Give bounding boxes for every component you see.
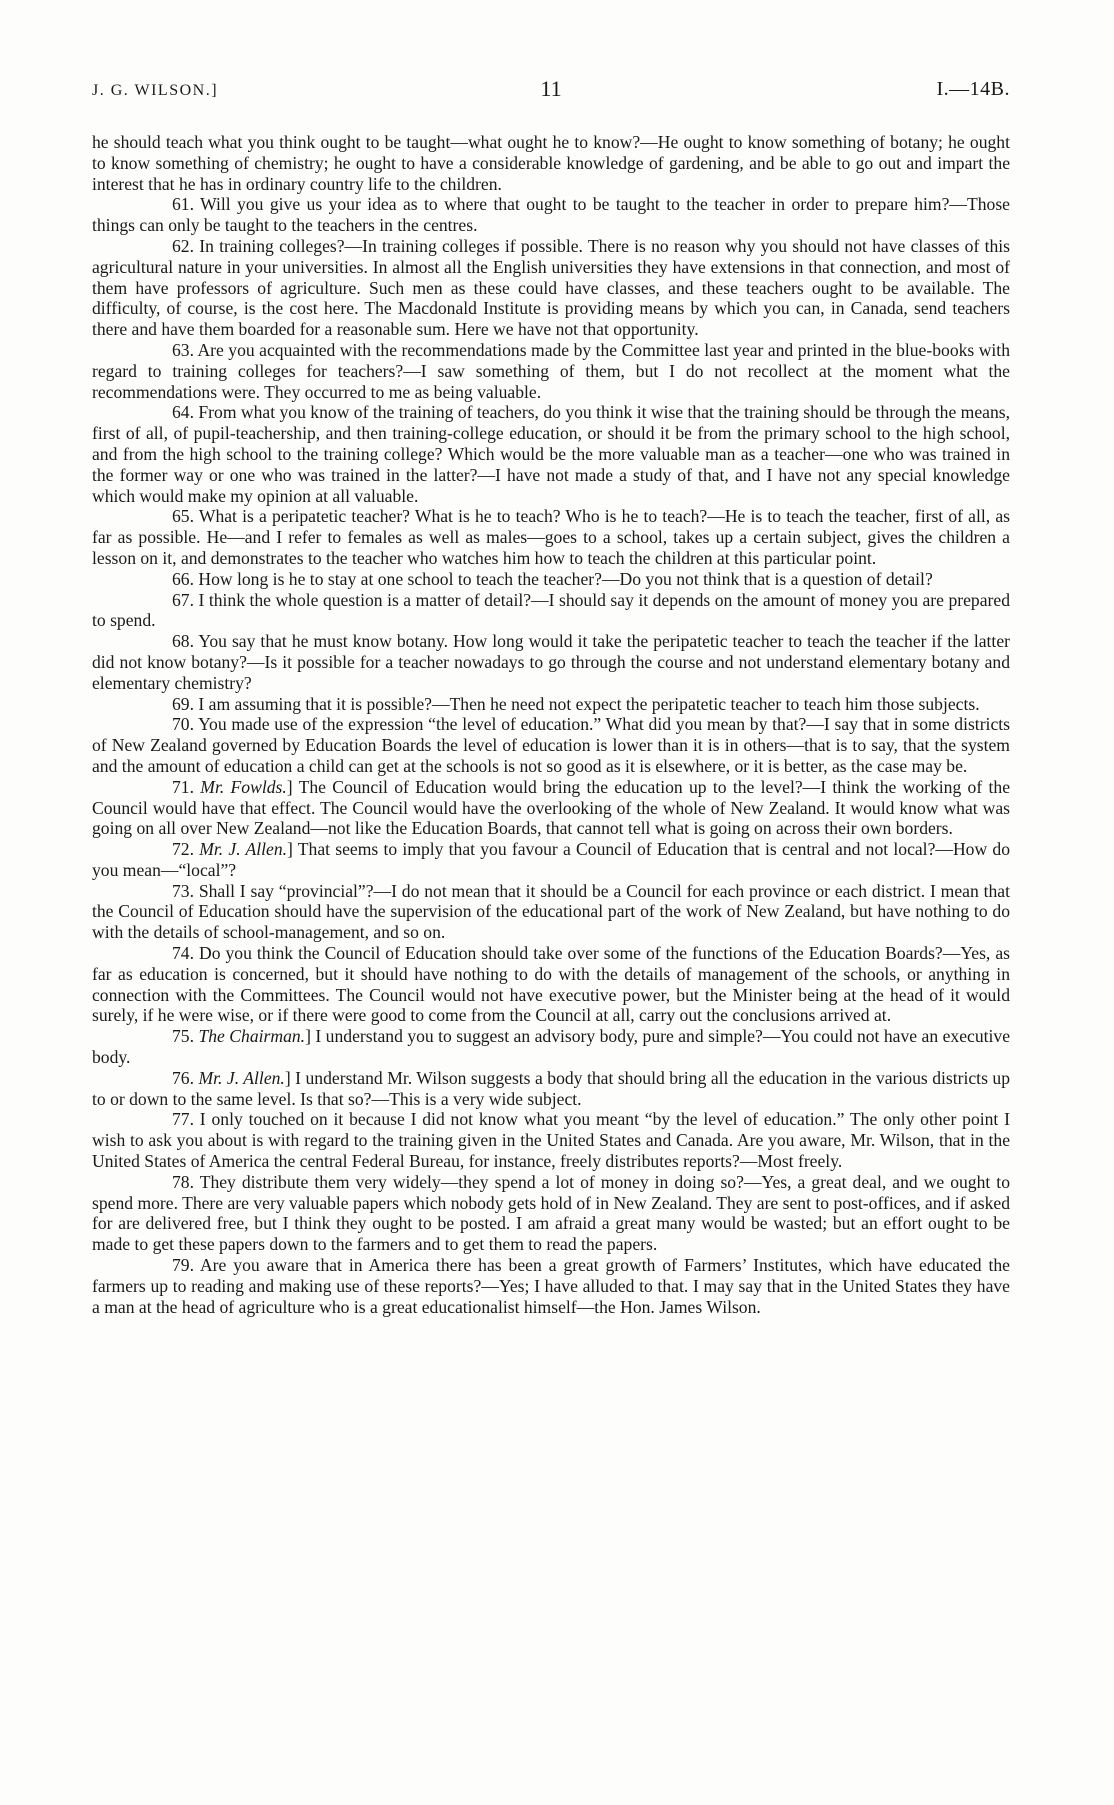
paragraph (92, 1172, 1010, 1255)
paragraph-text: he should teach what you think ought to be taught—what ought he to know?—He ought to know something of botany; he ought to know something of chemistry; he ought to have a considerable knowledge of gardening, and be able to go out and impart the interest that he has in ordinary country life to the children. (92, 132, 1010, 194)
question-number: 76. (172, 1067, 199, 1088)
paragraph-text: 69. I am assuming that it is possible?—Then he need not expect the peripatetic teacher to teach him those subjects. (172, 693, 980, 714)
paragraph-text: 70. You made use of the expression “the level of education.” What did you mean by that?—I say that in some districts of New Zealand governed by Education Boards the level of education is lower than it is in others—that is to say, that the system and the amount of education a child can get at the schools is not so good as it is elsewhere, or it is better, as the case may be. (92, 714, 1010, 776)
page-header (92, 78, 1010, 112)
paragraph-text: ] That seems to imply that you favour a Council of Education that is central and not local?—How do you mean—“local”? (92, 839, 1010, 880)
paragraph (92, 943, 1010, 1026)
paragraph-text: 65. What is a peripatetic teacher? What is he to teach? Who is he to teach?—He is to teach the teacher, first of all, as far as possible. He—and I refer to females as well as males—goes to a school, takes up a certain subject, gives the children a lesson on it, and demonstrates to the teacher who watches him how to teach the children at this particular point. (92, 506, 1010, 568)
paragraph-text: 66. How long is he to stay at one school to teach the teacher?—Do you not think that is a question of detail? (172, 568, 933, 589)
question-number: 75. (172, 1026, 199, 1047)
paragraph (92, 132, 1010, 194)
speaker-name: The Chairman. (198, 1026, 306, 1047)
paragraph (92, 839, 1010, 881)
paragraph-text: 79. Are you aware that in America there has been a great growth of Farmers’ Institutes, which have educated the farmers up to reading and making use of these reports?—Yes; I have alluded to that. I may say that in the United States they have a man at the head of agriculture who is a great educationalist himself—the Hon. James Wilson. (92, 1255, 1010, 1317)
paragraph (92, 881, 1010, 943)
paragraph-text: 78. They distribute them very widely—they spend a lot of money in doing so?—Yes, a great deal, and we ought to spend more. There are very valuable papers which nobody gets hold of in New Zealand. They are sent to post-offices, and if asked for are delivered free, but I think they ought to be posted. I am afraid a great many would be wasted; but an effort ought to be made to get these papers down to the farmers and to get them to read the papers. (92, 1171, 1011, 1255)
paragraph-text: ] I understand Mr. Wilson suggests a body that should bring all the education in the various districts up to or down to the same level. Is that so?—This is a very wide subject. (92, 1067, 1010, 1109)
paragraph (92, 236, 1010, 340)
paragraph-text: 68. You say that he must know botany. How long would it take the peripatetic teacher to teach the teacher if the latter did not know botany?—Is it possible for a teacher nowadays to go through the course and not understand elementary botany and elementary chemistry? (92, 631, 1010, 693)
paragraph (92, 714, 1010, 776)
paragraph-text: 77. I only touched on it because I did not know what you meant “by the level of education.” The only other point I wish to ask you about is with regard to the training given in the United States and Canada. Are you aware, Mr. Wilson, that in the United States of America the central Federal Bureau, for instance, freely distributes reports?—Most freely. (92, 1109, 1010, 1172)
paragraph (92, 590, 1010, 632)
paragraph-text: 64. From what you know of the training of teachers, do you think it wise that the training should be through the means, first of all, of pupil-teachership, and then training-college education, or should it be from the primary school to the high school, and from the high school to the training college? Which would be the more valuable man as a teacher—one who was trained in the former way or one who was trained in the latter?—I have not made a study of that, and I have not any special knowledge which would make my opinion at all valuable. (92, 402, 1010, 506)
paragraph (92, 194, 1010, 236)
paragraph (92, 402, 1010, 506)
paragraph (92, 569, 1010, 590)
paragraph-text: 63. Are you acquainted with the recommendations made by the Committee last year and printed in the blue-books with regard to training colleges for teachers?—I saw something of them, but I do not recollect at the moment what the recommendations were. They occurred to me as being valuable. (92, 339, 1010, 402)
paragraph (92, 1068, 1010, 1110)
paragraph (92, 1255, 1010, 1317)
question-number: 71. (172, 776, 201, 797)
document-reference: I.—14B. (936, 78, 1010, 100)
paragraph (92, 694, 1010, 715)
paragraph (92, 631, 1010, 693)
question-number: 72. (172, 839, 200, 860)
page-number: 11 (540, 76, 562, 101)
paragraph-text: ] I understand you to suggest an advisory body, pure and simple?—You could not have an executive body. (92, 1026, 1011, 1068)
paragraph-text: 61. Will you give us your idea as to where that ought to be taught to the teacher in order to prepare him?—Those things can only be taught to the teachers in the centres. (92, 194, 1010, 236)
paragraph-text: 73. Shall I say “provincial”?—I do not mean that it should be a Council for each province or each district. I mean that the Council of Education should have the supervision of the educational part of the work of New Zealand, but have nothing to do with the details of school-management, and so on. (92, 880, 1010, 943)
speaker-name: Mr. J. Allen. (199, 839, 288, 860)
speaker-name: Mr. J. Allen. (198, 1067, 285, 1088)
witness-name: J. G. WILSON.] (92, 82, 219, 99)
paragraph-text: 62. In training colleges?—In training colleges if possible. There is no reason why you should not have classes of this agricultural nature in your universities. In almost all the English universities they have extensions in that connection, and most of them have professors of agriculture. Such men as these could have classes, and these teachers ought to be available. The difficulty, of course, is the cost here. The Macdonald Institute is providing means by which you can, in Canada, send teachers there and have them boarded for a reasonable sum. Here we have not that opportunity. (92, 235, 1010, 340)
paragraph (92, 1026, 1010, 1068)
paragraph-text: 67. I think the whole question is a matter of detail?—I should say it depends on the amount of money you are prepared to spend. (92, 589, 1010, 631)
document-body (92, 132, 1010, 1317)
paragraph (92, 506, 1010, 568)
paragraph (92, 777, 1010, 839)
paragraph (92, 340, 1010, 402)
paragraph (92, 1109, 1010, 1171)
paragraph-text: ] The Council of Education would bring the education up to the level?—I think the working of the Council would have that effect. The Council would have the overlooking of the whole of New Zealand. It would know what was going on all over New Zealand—not like the Education Boards, that cannot tell what is going on across their own borders. (92, 776, 1011, 839)
speaker-name: Mr. Fowlds. (200, 776, 287, 797)
paragraph-text: 74. Do you think the Council of Education should take over some of the functions of the Education Boards?—Yes, as far as education is concerned, but it should have nothing to do with the details of management of the schools, or anything in connection with the Committees. The Council would not have executive power, but the Minister being at the head of it would surely, if he were wise, or if there were good to come from the Council at all, carry out the conclusions arrived at. (92, 943, 1010, 1026)
